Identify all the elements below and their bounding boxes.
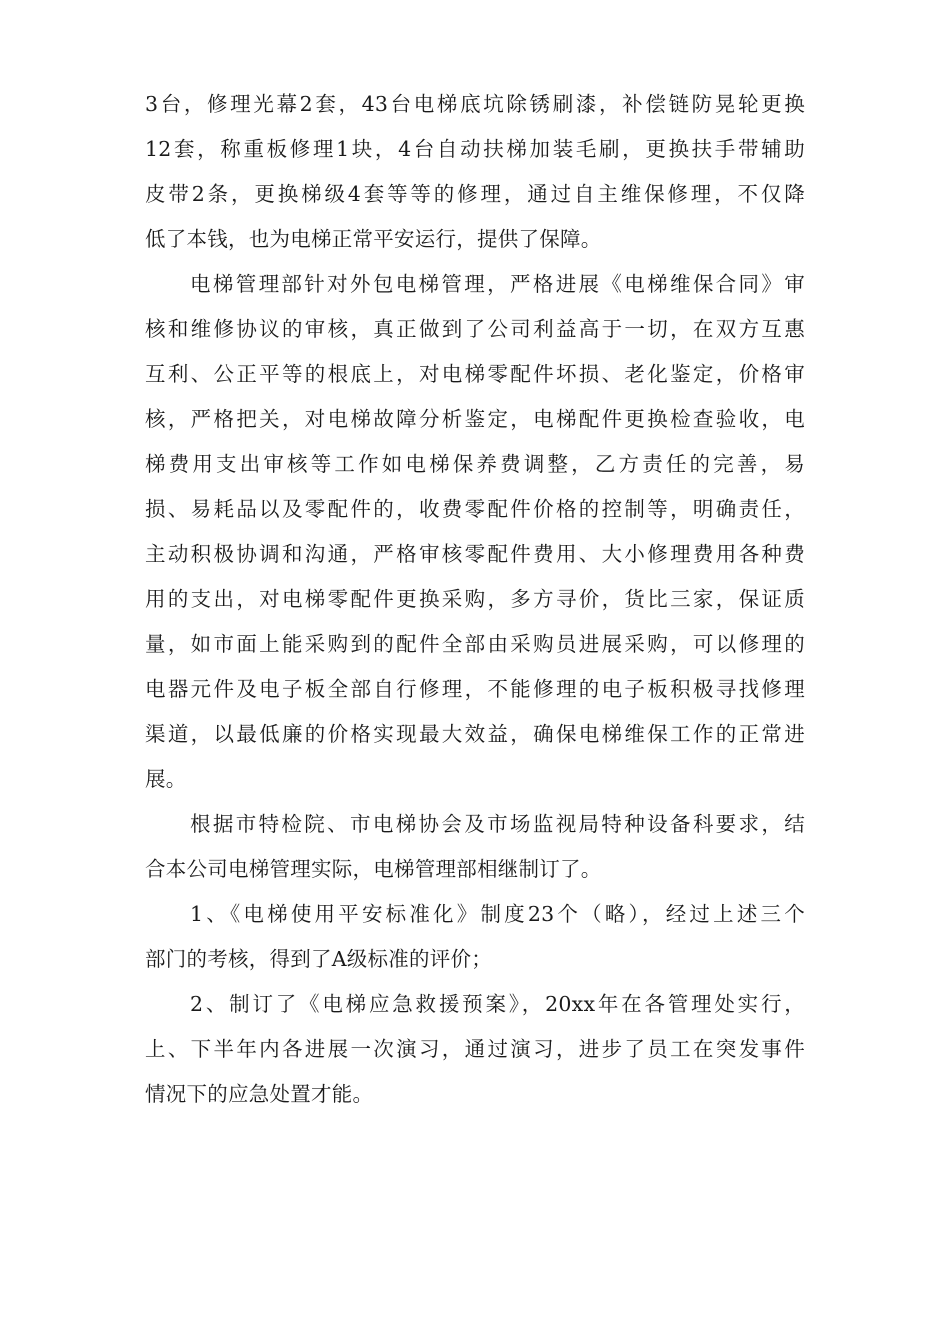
paragraph-outsourced-management [145,262,805,802]
text-line: 量，如市面上能采购到的配件全部由采购员进展采购，可以修理的 [145,632,805,656]
text-line: 核，严格把关，对电梯故障分析鉴定，电梯配件更换检查验收，电 [145,407,805,431]
text-line: 梯费用支出审核等工作如电梯保养费调整，乙方责任的完善，易 [145,452,805,476]
text-line: 展。 [145,767,187,791]
list-item-emergency-plan [145,982,805,1117]
list-item-standardization [145,892,805,982]
text-line: 渠道，以最低廉的价格实现最大效益，确保电梯维保工作的正常进 [145,722,805,746]
text-line: 合本公司电梯管理实际，电梯管理部相继制订了。 [145,857,602,881]
text-line: 上、下半年内各进展一次演习，通过演习，进步了员工在突发事件 [145,1037,805,1061]
text-line: 2、制订了《电梯应急救援预案》，20xx年在各管理处实行， [190,992,805,1016]
text-line: 部门的考核，得到了A级标准的评价； [145,947,493,971]
text-line: 主动积极协调和沟通，严格审核零配件费用、大小修理费用各种费 [145,542,805,566]
paragraph-repairs [145,82,805,262]
text-line: 根据市特检院、市电梯协会及市场监视局特种设备科要求，结 [190,812,805,836]
text-line: 互利、公正平等的根底上，对电梯零配件坏损、老化鉴定，价格审 [145,362,805,386]
text-line: 3台，修理光幕2套，43台电梯底坑除锈刷漆，补偿链防晃轮更换 [145,92,805,116]
text-line: 电器元件及电子板全部自行修理，不能修理的电子板积极寻找修理 [145,677,805,701]
text-line: 皮带2条，更换梯级4套等等的修理，通过自主维保修理，不仅降 [145,182,805,206]
text-line: 情况下的应急处置才能。 [145,1082,374,1106]
text-line: 电梯管理部针对外包电梯管理，严格进展《电梯维保合同》审 [190,272,805,296]
text-line: 1、《电梯使用平安标准化》制度23个（略），经过上述三个 [190,902,805,926]
text-line: 损、易耗品以及零配件的，收费零配件价格的控制等，明确责任， [145,497,805,521]
paragraph-regulations-intro [145,802,805,892]
text-line: 低了本钱，也为电梯正常平安运行，提供了保障。 [145,227,602,251]
text-line: 核和维修协议的审核，真正做到了公司利益高于一切，在双方互惠 [145,317,805,341]
text-line: 用的支出，对电梯零配件更换采购，多方寻价，货比三家，保证质 [145,587,805,611]
text-line: 12套，称重板修理1块，4台自动扶梯加装毛刷，更换扶手带辅助 [145,137,805,161]
document-body [145,82,805,1117]
